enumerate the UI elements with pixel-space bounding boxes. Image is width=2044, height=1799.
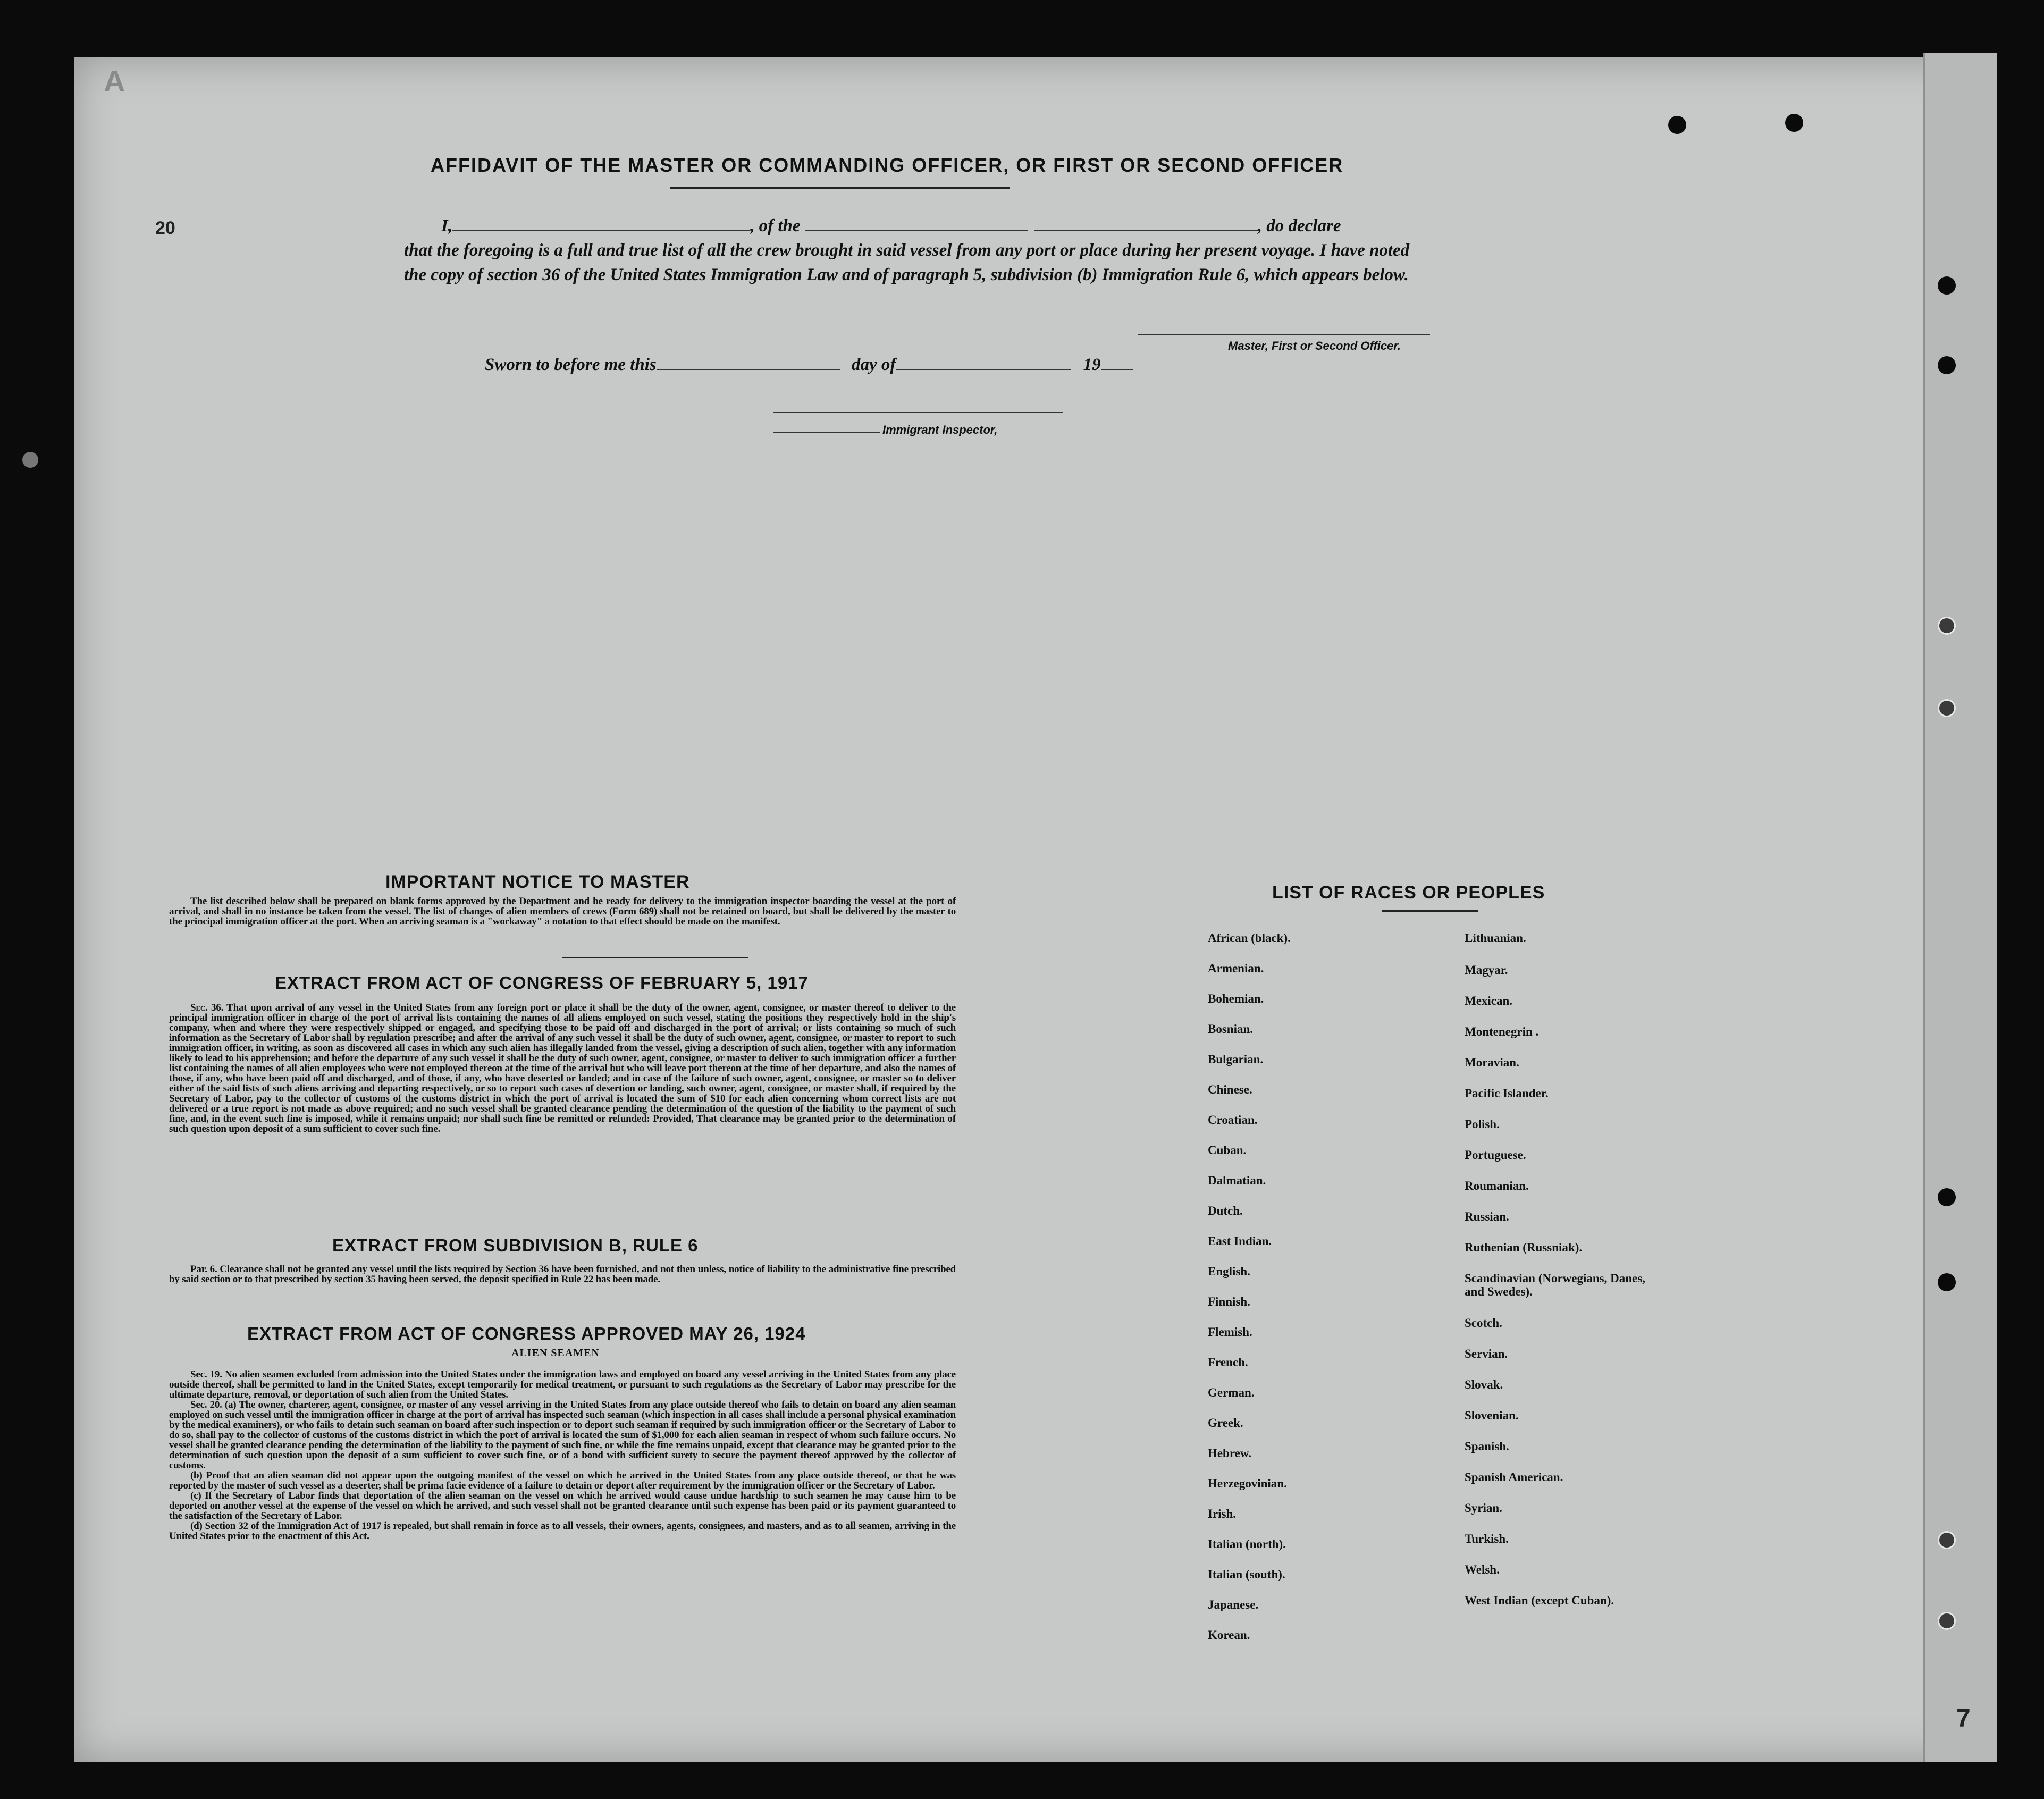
punch-hole [1938, 699, 1956, 717]
punch-hole [1938, 356, 1956, 374]
race-item: Russian. [1465, 1210, 1509, 1223]
sec20a-text: Sec. 20. (a) The owner, charterer, agent, consignee, or master of any vessel arriving in the United States from any place outside thereof who fails to detain on board any alien seaman employed on such vessel until the immigration officer in charge at the port of arrival has inspected such seaman (which inspection in all cases shall include a personal physical examination by the medical examiners), or who fails to detain such seaman on board after such inspection or to deport such seaman if required by such immigration officer or the Secretary of Labor to do so, shall pay to the collector of customs of the customs district in which the port of arrival is located the sum of $1,000 for each alien seaman in respect of whom such failure occurs. No vessel shall be granted clearance pending the determination of the liability to the payment of such fine, or while the fine remains unpaid, except that clearance may be granted prior to the determination of such question upon the deposit of a sum sufficient to cover such fine, or of a bond with sufficient surety to secure the payment thereof approved by the collector of customs. [169, 1399, 956, 1471]
divider [670, 187, 1010, 189]
signature-line[interactable] [1138, 334, 1430, 335]
race-item: Roumanian. [1465, 1179, 1529, 1192]
race-item: African (black). [1208, 931, 1291, 945]
race-item: East Indian. [1208, 1234, 1272, 1248]
race-item: Moravian. [1465, 1056, 1519, 1069]
sworn-year: 19 [1083, 355, 1101, 374]
race-item: Irish. [1208, 1507, 1237, 1520]
act-1917-text: That upon arrival of any vessel in the United States from any foreign port or place it shall be the duty of the owner, agent, consignee, or master thereof to deliver to the principal immigration officer in charge of the port of arrival lists containing the names of all aliens employed on such vessel, stating the positions they respectively hold in the ship's company, when and where they were respectively shipped or engaged, and specifying those to be paid off and discharged in the port of arrival; or lists containing so much of such information as the Secretary of Labor shall by regulation prescribe; and after the arrival of any such vessel it shall be the duty of such owner, agent, consignee, or master to report to such immigration officer, in writing, as soon as discovered all cases in which any such alien has illegally landed from the vessel, giving a description of such alien, together with any information likely to lead to his apprehension; and before the departure of any such vessel it shall be the duty of such owner, agent, consignee, or master to deliver to such immigration officer a further list containing the names of all alien employees who were not employed thereon at the time of the arrival but who will leave port thereon at the time of her departure, and also the names of those, if any, who have been paid off and discharged, and of those, if any, who have deserted or landed; and in case of the failure of such owner, agent, consignee, or master so to deliver either of the said lists of such aliens arriving and departing respectively, or so to report such cases of desertion or landing, such owner, agent, consignee, or master shall, if required by the Secretary of Labor, pay to the collector of customs of the customs district in which the port of arrival is located the sum of $10 for each alien concerning whom correct lists are not delivered or a true report is not made as above required; and no such vessel shall be granted clearance pending the determination of the question of the liability to the payment of such fine, and, in the event such fine is imposed, while it remains unpaid; nor shall such fine be remitted or refunded: Provided, That clearance may be granted prior to the determination of such question upon deposit of a sum sufficient to cover such fine. [169, 1002, 956, 1134]
sec20c-text: (c) If the Secretary of Labor finds that deportation of the alien seaman on the vessel on which he arrived would cause undue hardship to such seamen he may cause him to be deported on another vessel at the expense of the vessel on which he arrived, and such vessel shall not be granted clearance until such expense has been paid or its payment guaranteed to the satisfaction of the Secretary of Labor. [169, 1490, 956, 1521]
race-item: Dalmatian. [1208, 1174, 1266, 1187]
sworn-prefix: Sworn to before me this [485, 355, 657, 374]
punch-hole [1938, 617, 1956, 635]
rule6-text: Par. 6. Clearance shall not be granted any vessel until the lists required by Section 36 have been furnished, and not then unless, notice of liability to the administrative fine prescribed by said section or to that prescribed by section 35 having been served, the deposit specified in Rule 22 has been made. [169, 1264, 956, 1285]
inspector-line[interactable] [773, 412, 1063, 413]
month-blank[interactable] [896, 357, 1071, 370]
race-item: Flemish. [1208, 1325, 1252, 1339]
race-item: Croatian. [1208, 1113, 1258, 1127]
sec-label: Sec. 36. [190, 1002, 224, 1013]
sec20b-text: (b) Proof that an alien seaman did not appear upon the outgoing manifest of the vessel on which he arrived in the United States from any place outside thereof, or that he was reported by the master of such vessel as a deserter, shall be prima facie evidence of a failure to detain or deport after requirement by the immigration officer or the Secretary of Labor. [169, 1470, 956, 1491]
margin-mark: A [104, 64, 125, 98]
race-item: Japanese. [1208, 1598, 1259, 1611]
declaration-body: that the foregoing is a full and true list of all the crew brought in said vessel from any port or place during her present voyage. I have noted the copy of section 36 of the United States Immigration Law and of paragraph 5, subdivision (b) Immigration Rule 6, which appears below. [404, 241, 1410, 284]
race-item: Bohemian. [1208, 992, 1264, 1005]
races-left-column [1208, 931, 1431, 1659]
race-item: Armenian. [1208, 962, 1264, 975]
notice-body [169, 896, 956, 927]
race-item: Montenegrin . [1465, 1025, 1539, 1038]
punch-hole [1938, 1531, 1956, 1549]
notice-title: IMPORTANT NOTICE TO MASTER [385, 872, 690, 892]
race-item: Italian (south). [1208, 1568, 1285, 1581]
margin-mark: 7 [1956, 1704, 1971, 1733]
races-title: LIST OF RACES OR PEOPLES [1272, 882, 1545, 903]
race-item: Magyar. [1465, 963, 1508, 977]
name-blank[interactable] [452, 217, 750, 231]
race-item: Scotch. [1465, 1316, 1502, 1330]
race-item: Italian (north). [1208, 1537, 1286, 1551]
race-item: Spanish. [1465, 1440, 1509, 1453]
act-1917-heading: EXTRACT FROM ACT OF CONGRESS OF FEBRUARY 5, 1917 [275, 973, 809, 993]
race-item: Turkish. [1465, 1532, 1509, 1545]
signature-label: Master, First or Second Officer. [1228, 339, 1401, 352]
race-item: Servian. [1465, 1347, 1508, 1360]
races-right-column [1465, 931, 1688, 1626]
race-item: Finnish. [1208, 1295, 1250, 1308]
punch-hole [1938, 276, 1956, 295]
race-item: West Indian (except Cuban). [1465, 1594, 1614, 1607]
divider [562, 957, 748, 958]
race-item: Slovak. [1465, 1378, 1503, 1391]
day-blank[interactable] [657, 357, 840, 370]
punch-hole [1938, 1612, 1956, 1630]
sworn-line [485, 355, 1133, 375]
vessel-blank-2[interactable] [1034, 217, 1258, 231]
race-item: Chinese. [1208, 1083, 1252, 1096]
race-item: Mexican. [1465, 994, 1513, 1007]
race-item: Herzegovinian. [1208, 1477, 1287, 1490]
inspector-label: Immigrant Inspector, [882, 423, 998, 436]
sworn-day-of: day of [851, 355, 896, 374]
race-item: Cuban. [1208, 1144, 1247, 1157]
declare-do-declare: , do declare [1257, 216, 1341, 236]
punch-hole [1668, 116, 1686, 134]
affidavit-title: AFFIDAVIT OF THE MASTER OR COMMANDING OFFICER, OR FIRST OR SECOND OFFICER [431, 154, 1344, 176]
race-item: Slovenian. [1465, 1409, 1519, 1422]
race-item: Syrian. [1465, 1501, 1502, 1515]
notice-paragraph: The list described below shall be prepared on blank forms approved by the Department and be ready for delivery to the immigration inspector boarding the vessel at the port of arrival, and shall in no instance be taken from the vessel. The list of changes of alien members of crews (Form 689) shall not be retained on board, but shall be delivered by the master to the principal immigration officer at the port. When an arriving seaman is a "workaway" a notation to that effect should be made on the manifest. [169, 896, 956, 927]
sheet-edge [1923, 53, 1997, 1762]
race-item: Bosnian. [1208, 1022, 1254, 1036]
race-item: Polish. [1465, 1117, 1500, 1131]
inspector-line[interactable] [773, 432, 880, 433]
race-item: Greek. [1208, 1416, 1243, 1430]
race-item: German. [1208, 1386, 1255, 1399]
rule6-body [169, 1264, 956, 1284]
year-blank[interactable] [1101, 357, 1133, 370]
act-1917-body [169, 1003, 956, 1134]
race-item: Dutch. [1208, 1204, 1243, 1217]
race-item: Pacific Islander. [1465, 1087, 1549, 1100]
declaration [404, 214, 1430, 287]
act-1924-subheading: ALIEN SEAMEN [511, 1347, 600, 1359]
vessel-blank[interactable] [805, 217, 1028, 231]
race-item: Welsh. [1465, 1563, 1500, 1576]
act-1924-heading: EXTRACT FROM ACT OF CONGRESS APPROVED MAY 26, 1924 [247, 1324, 806, 1343]
punch-hole [22, 452, 38, 468]
declare-of-the: , of the [750, 216, 801, 236]
punch-hole [1938, 1273, 1956, 1291]
act-1924-body [169, 1369, 956, 1541]
race-item: French. [1208, 1356, 1248, 1369]
sec19-text: Sec. 19. No alien seamen excluded from admission into the United States under the immigration laws and employed on board any vessel arriving in the United States from any place outside thereof, shall be permitted to land in the United States, except temporarily for medical treatment, or pursuant to such regulations as the Secretary of Labor may prescribe for the ultimate departure, removal, or deportation of such alien from the United States. [169, 1369, 956, 1400]
race-item: Korean. [1208, 1628, 1250, 1642]
race-item: English. [1208, 1265, 1250, 1278]
rule6-heading: EXTRACT FROM SUBDIVISION B, RULE 6 [332, 1235, 699, 1255]
divider [1382, 910, 1478, 912]
race-item: Scandinavian (Norwegians, Danes, and Swedes). [1465, 1272, 1645, 1298]
punch-hole [1785, 114, 1803, 132]
race-item: Lithuanian. [1465, 931, 1526, 945]
race-item: Portuguese. [1465, 1148, 1526, 1162]
margin-number: 20 [155, 218, 175, 238]
race-item: Bulgarian. [1208, 1053, 1264, 1066]
race-item: Spanish American. [1465, 1470, 1563, 1484]
sec20d-text: (d) Section 32 of the Immigration Act of 1917 is repealed, but shall remain in force as to all vessels, their owners, agents, consignees, and masters, and as to all seamen, arriving in the United States prior to the enactment of this Act. [169, 1520, 956, 1542]
punch-hole [1938, 1188, 1956, 1206]
declare-i: I, [441, 216, 453, 236]
race-item: Ruthenian (Russniak). [1465, 1241, 1583, 1254]
race-item: Hebrew. [1208, 1447, 1251, 1460]
